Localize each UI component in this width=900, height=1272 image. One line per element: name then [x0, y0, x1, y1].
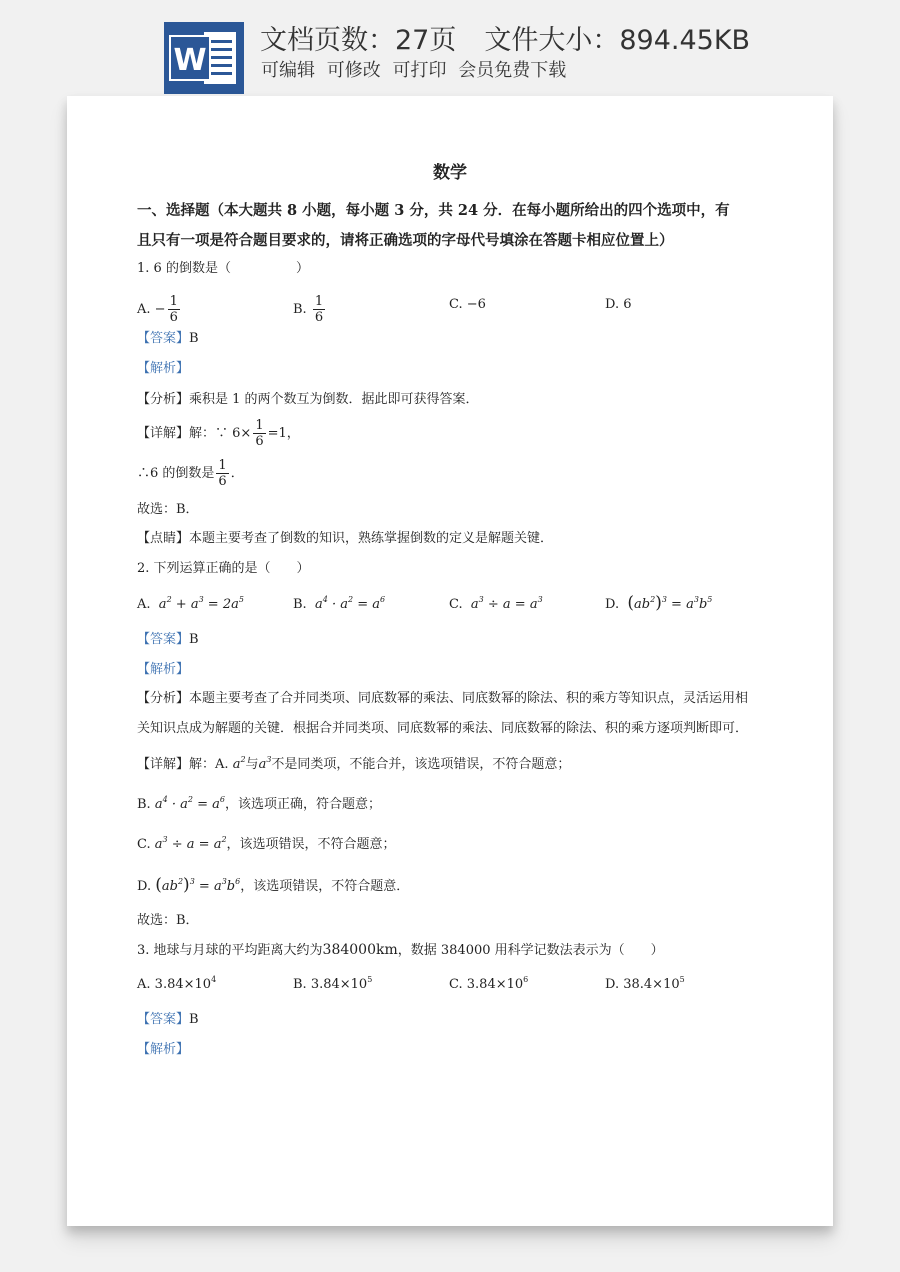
fraction — [313, 294, 325, 325]
option-label: C. — [449, 977, 463, 992]
formula: $a^4 \cdot a^2 = a^6$ — [154, 795, 225, 812]
exponent: 6 — [523, 975, 529, 984]
q1-xiangjie — [137, 418, 300, 449]
xiangjie-text-end: ，该选项正确，符合题意； — [224, 797, 381, 812]
option-label: B. — [293, 302, 307, 317]
formula: $a^3$ — [258, 755, 272, 772]
q1-option-b — [293, 294, 327, 325]
formula: $a^3 \div a = a^2$ — [154, 835, 227, 852]
answer-value: B — [189, 331, 199, 346]
q2-xiangjie-a — [137, 756, 570, 774]
stem-number: 384000km — [322, 942, 398, 958]
q1-option-a — [137, 294, 182, 325]
option-label: D. — [137, 879, 152, 894]
option-label: A. — [137, 597, 151, 612]
formula: $a^2$ — [232, 755, 246, 772]
q1-analysis-tag: 【解析】 — [137, 361, 190, 376]
q2-option-d — [605, 594, 712, 614]
xiangjie-tag: 【详解】 — [137, 426, 190, 441]
q3-analysis-tag: 【解析】 — [137, 1042, 190, 1057]
xiangjie-text-end: ，该选项错误，不符合题意． — [240, 879, 410, 894]
formula: $(ab^2)^3 = a^3b^6$ — [155, 875, 241, 895]
q2-answer — [137, 631, 199, 649]
document-page — [67, 96, 833, 1226]
q3-option-b — [293, 976, 372, 994]
denominator: 6 — [314, 310, 324, 325]
svg-text:W: W — [173, 43, 207, 78]
feature-printable: 可打印 — [392, 60, 447, 81]
option-label: B. — [293, 597, 307, 612]
q1-answer — [137, 330, 199, 348]
download-banner — [0, 0, 900, 96]
option-label: A. — [137, 977, 151, 992]
numerator: 1 — [314, 294, 324, 309]
answer-tag: 【答案】 — [137, 632, 190, 647]
q2-analysis-tag: 【解析】 — [137, 662, 190, 677]
q2-option-a — [137, 596, 244, 614]
section-heading-line2: 且只有一项是符合题目要求的，请将正确选项的字母代号填涂在答题卡相应位置上） — [137, 232, 674, 249]
formula: $(ab^2)^3 = a^3b^5$ — [627, 593, 713, 613]
feature-modifiable: 可修改 — [326, 60, 381, 81]
q2-xiangjie-b — [137, 796, 381, 814]
option-label: D. — [605, 977, 620, 992]
file-size: 文件大小：894.45KB — [484, 25, 751, 56]
q2-choose: 故选：B． — [137, 913, 199, 928]
q2-fenxi-line2: 关知识点成为解题的关键．根据合并同类项、同底数幂的乘法、同底数幂的除法、积的乘方逐项判断即可． — [137, 721, 749, 736]
option-label: C. — [137, 837, 151, 852]
q2-stem: 2. 下列运算正确的是（ ） — [137, 561, 310, 576]
q1-therefore — [137, 458, 244, 489]
fenxi-tag: 【分析】 — [137, 392, 190, 407]
formula: $a^3 \div a = a^3$ — [466, 595, 543, 612]
exponent: 5 — [367, 975, 373, 984]
numerator: 1 — [218, 458, 227, 473]
option-label: A. — [137, 302, 151, 317]
q2-xiangjie-c — [137, 836, 396, 854]
numerator: 1 — [255, 418, 264, 433]
fenxi-text: 本题主要考查了合并同类项、同底数幂的乘法、同底数幂的除法、积的乘方等知识点，灵活运用相 — [189, 691, 749, 706]
xiangjie-text: 解：A. — [189, 757, 229, 772]
fraction — [253, 418, 265, 449]
numerator: 1 — [169, 294, 178, 309]
option-label: B. — [137, 797, 151, 812]
stem-text-end: ，数据 384000 用科学记数法表示为（ ） — [397, 943, 664, 958]
therefore-text: ∴6 的倒数是 — [137, 466, 215, 481]
q2-xiangjie-d — [137, 876, 409, 896]
q1-dianjing — [137, 530, 553, 548]
xiangjie-tag: 【详解】 — [137, 757, 190, 772]
option-value: 3.84×10 — [310, 977, 368, 992]
formula: $a^4 \cdot a^2 = a^6$ — [310, 595, 386, 612]
xiangjie-text-mid: 与 — [245, 757, 259, 772]
xiangjie-text: 解：∵ 6× — [189, 426, 252, 441]
xiangjie-text-end: 不是同类项，不能合并，该选项错误，不符合题意； — [271, 757, 571, 772]
xiangjie-text-end: =1， — [267, 426, 300, 441]
xiangjie-text-end: ，该选项错误，不符合题意； — [226, 837, 396, 852]
fraction — [216, 458, 228, 489]
section-heading-line1: 一、选择题（本大题共 8 小题，每小题 3 分，共 24 分．在每小题所给出的四个选项中，有 — [137, 202, 730, 219]
fraction — [168, 294, 180, 325]
option-label: C. — [449, 597, 463, 612]
option-value: 3.84×10 — [466, 977, 524, 992]
denominator: 6 — [169, 310, 178, 325]
q3-answer — [137, 1011, 199, 1029]
q2-option-b — [293, 596, 385, 614]
formula: $a^2 + a^3 = 2a^5$ — [154, 595, 244, 612]
q3-option-a — [137, 976, 216, 994]
q1-stem: 1. 6 的倒数是（ ） — [137, 261, 309, 276]
q3-option-d — [605, 976, 685, 994]
option-value: 38.4×10 — [623, 977, 680, 992]
q1-fenxi — [137, 391, 479, 409]
exponent: 4 — [211, 975, 217, 984]
fenxi-tag: 【分析】 — [137, 691, 190, 706]
option-value: 3.84×10 — [154, 977, 212, 992]
feature-member-download: 会员免费下载 — [458, 60, 567, 81]
stem-text: 3. 地球与月球的平均距离大约为 — [137, 943, 323, 958]
q2-fenxi-line1 — [137, 690, 748, 708]
doc-title: 数学 — [433, 163, 467, 183]
minus-sign: − — [154, 302, 166, 317]
therefore-text-end: ． — [230, 466, 244, 481]
word-document-icon — [164, 22, 244, 94]
answer-tag: 【答案】 — [137, 1012, 190, 1027]
dianjing-tag: 【点睛】 — [137, 531, 190, 546]
option-label: B. — [293, 977, 307, 992]
file-info — [260, 18, 750, 57]
exponent: 5 — [679, 975, 685, 984]
feature-list — [261, 56, 572, 82]
page-count: 文档页数：27页 — [260, 25, 457, 56]
feature-editable: 可编辑 — [261, 60, 315, 81]
q1-choose: 故选：B． — [137, 502, 199, 517]
denominator: 6 — [218, 474, 227, 489]
answer-value: B — [189, 1012, 199, 1027]
q2-option-c — [449, 596, 543, 614]
dianjing-text: 本题主要考查了倒数的知识，熟练掌握倒数的定义是解题关键． — [189, 531, 554, 546]
q1-option-c: C. −6 — [449, 297, 486, 312]
option-label: D. — [605, 597, 620, 612]
denominator: 6 — [255, 434, 264, 449]
fenxi-text: 乘积是 1 的两个数互为倒数．据此即可获得答案． — [189, 392, 479, 407]
answer-value: B — [189, 632, 199, 647]
answer-tag: 【答案】 — [137, 331, 190, 346]
q3-stem — [137, 941, 664, 960]
q3-option-c — [449, 976, 528, 994]
q1-option-d: D. 6 — [605, 297, 632, 312]
